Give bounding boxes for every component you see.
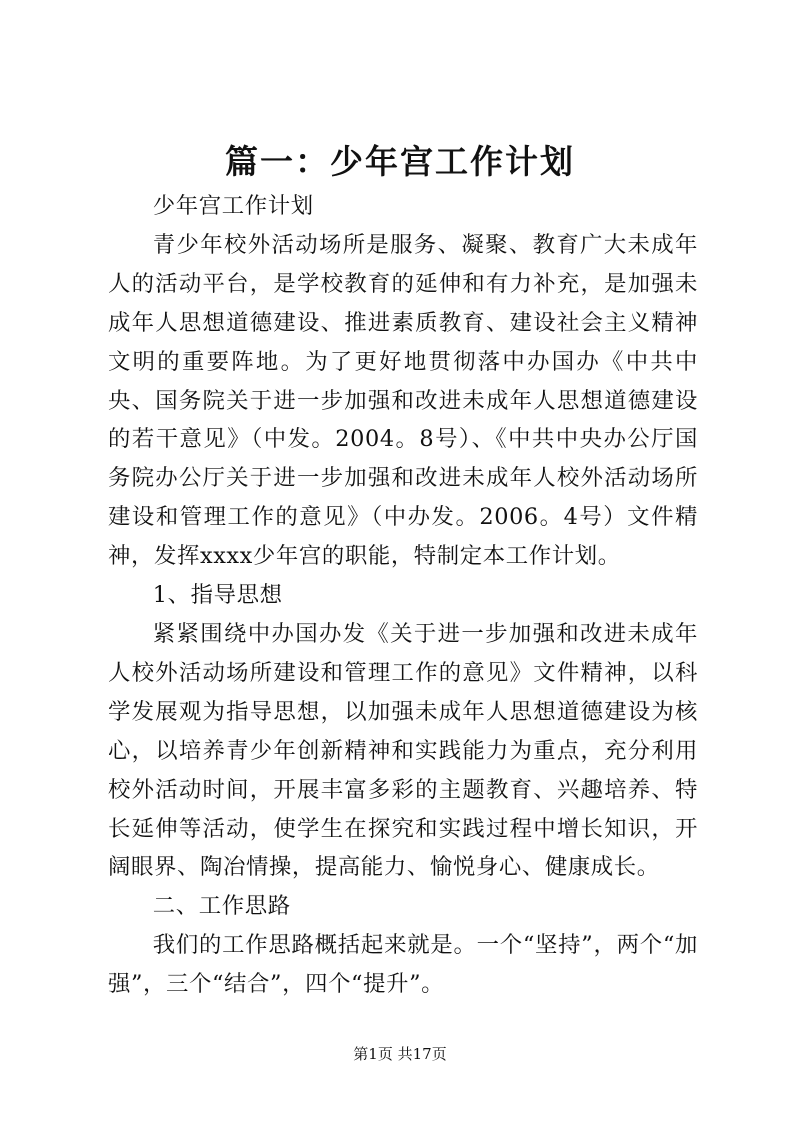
paragraph-subtitle: 少年宫工作计划	[152, 193, 314, 219]
section-heading-guiding-thought: 1、指导思想	[152, 582, 283, 609]
paragraph-intro: 青少年校外活动场所是服务、凝聚、教育广大未成年人的活动平台，是学校教育的延伸和有力补充，是加强未成年人思想道德建设、推进素质教育、建设社会主义精神文明的重要阵地。为了更好地贯彻落中办国办《中共中央、国务院关于进一步加强和改进未成年人思想道德建设的若干意见》（中发。2004。8号）、《中共中央办公厅国务院办公厅关于进一步加强和改进未成年人校外活动场所建设和管理工作的意见》（中办发。2006。4号）文件精神，发挥xxxx少年宫的职能，特制定本工作计划。	[108, 231, 698, 570]
document-title: 篇一：少年宫工作计划	[225, 142, 575, 181]
paragraph-guiding-thought: 紧紧围绕中办国办发《关于进一步加强和改进未成年人校外活动场所建设和管理工作的意见》文件精神，以科学发展观为指导思想，以加强未成年人思想道德建设为核心，以培养青少年创新精神和实践能力为重点，充分利用校外活动时间，开展丰富多彩的主题教育、兴趣培养、特长延伸等活动，使学生在探究和实践过程中增长知识，开阔眼界、陶冶情操，提高能力、愉悦身心、健康成长。	[108, 620, 698, 881]
document-body	[108, 187, 698, 1004]
page-footer: 第1页 共17页	[353, 1045, 447, 1063]
section-heading-work-approach: 二、工作思路	[152, 893, 291, 920]
paragraph-work-approach: 我们的工作思路概括起来就是。一个“坚持”，两个“加强”，三个“结合”，四个“提升”。	[108, 932, 698, 998]
